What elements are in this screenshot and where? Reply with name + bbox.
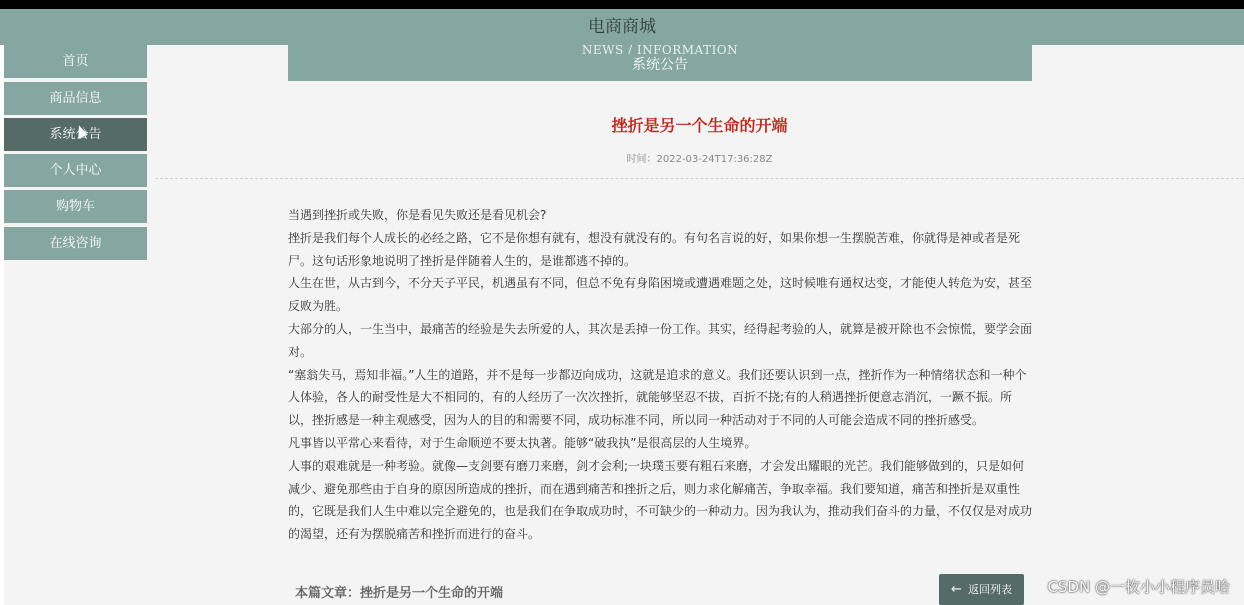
article-paragraph: 人事的艰难就是一种考验。就像—支剑要有磨刀来磨，剑才会利;一块璞玉要有粗石来磨，才会发出耀眼的光芒。我们能够做到的，只是如何减少、避免那些由于自身的原因所造成的挫折，而在遇到痛苦和挫折之后，则力求化解痛苦，争取幸福。我们要知道，痛苦和挫折是双重性的，它既是我们人生中难以完全避免的，也是我们在争取成功时，不可缺少的一种动力。因为我认为，推动我们奋斗的力量，不仅仅是对成功的渴望，还有为摆脱痛苦和挫折而进行的奋斗。 xyxy=(288,458,1033,542)
divider xyxy=(155,178,1244,179)
article-paragraph: 人生在世，从古到今，不分天子平民，机遇虽有不同，但总不免有身陷困境或遭遇难题之处，这时候唯有通权达变，才能使人转危为安，甚至反败为胜。 xyxy=(288,276,1033,314)
sidebar-item-label: 商品信息 xyxy=(49,91,102,106)
sidebar-item-label: 购物车 xyxy=(55,199,95,214)
site-title: 电商商城 xyxy=(588,17,656,37)
sidebar-item-online-consult[interactable] xyxy=(4,227,147,261)
sidebar-item-home[interactable] xyxy=(4,45,147,79)
sidebar-item-label: 首页 xyxy=(62,54,89,69)
article-paragraph: 大部分的人，一生当中，最痛苦的经验是失去所爱的人，其次是丢掉一份工作。其实，经得起考验的人，就算是被开除也不会惊慌，要学会面对。 xyxy=(288,321,1033,359)
arrow-left-icon: ← xyxy=(951,582,962,597)
article-paragraph: 挫折是我们每个人成长的必经之路，它不是你想有就有，想没有就没有的。有句名言说的好，如果你想一生摆脱苦难，你就得是神或者是死尸。这句话形象地说明了挫折是伴随着人生的，是谁都逃不掉的。 xyxy=(288,230,1021,268)
sidebar-item-cart[interactable] xyxy=(4,190,147,224)
top-black-bar xyxy=(0,0,1244,9)
sidebar-item-products[interactable] xyxy=(4,82,147,116)
sidebar-item-label: 系统公告 xyxy=(49,127,102,142)
article-paragraph: 当遇到挫折或失败，你是看见失败还是看见机会? xyxy=(288,208,547,222)
back-button-label: 返回列表 xyxy=(967,583,1012,596)
current-article-label: 本篇文章：挫折是另一个生命的开端 xyxy=(295,586,504,601)
article-paragraph: “塞翁失马，焉知非福。”人生的道路，并不是每一步都迈向成功，这就是追求的意义。我们还要认识到一点，挫折作为一种情绪状态和一种个人体验，各人的耐受性是大不相同的，有的人经历了一次次挫折，就能够坚忍不拔，百折不挠;有的人稍遇挫折便意志消沉，一蹶不振。所以，挫折感是一种主观感受，因为人的目的和需要不同，成功标准不同，所以同一种活动对于不同的人可能会造成不同的挫折感受。 xyxy=(288,367,1027,428)
site-header xyxy=(0,9,1244,45)
article-title: 挫折是另一个生命的开端 xyxy=(611,116,788,135)
sidebar-item-user-center[interactable] xyxy=(4,154,147,188)
article-body xyxy=(288,204,1033,546)
main-content xyxy=(155,45,1244,605)
news-banner xyxy=(288,45,1032,81)
article-time: 时间：2022-03-24T17:36:28Z xyxy=(626,154,773,165)
watermark: CSDN @一枚小小程序员哈 xyxy=(1047,578,1230,596)
article-paragraph: 凡事皆以平常心来看待，对于生命顺逆不要太执著。能够“破我执”是很高层的人生境界。 xyxy=(288,435,757,450)
back-to-list-button[interactable] xyxy=(939,574,1024,605)
sidebar-item-label: 个人中心 xyxy=(49,163,102,178)
sidebar-item-announcements[interactable] xyxy=(4,118,147,152)
sidebar-item-label: 在线咨询 xyxy=(49,236,102,251)
banner-title: 系统公告 xyxy=(632,57,688,73)
banner-english: NEWS / INFORMATION xyxy=(581,44,739,54)
